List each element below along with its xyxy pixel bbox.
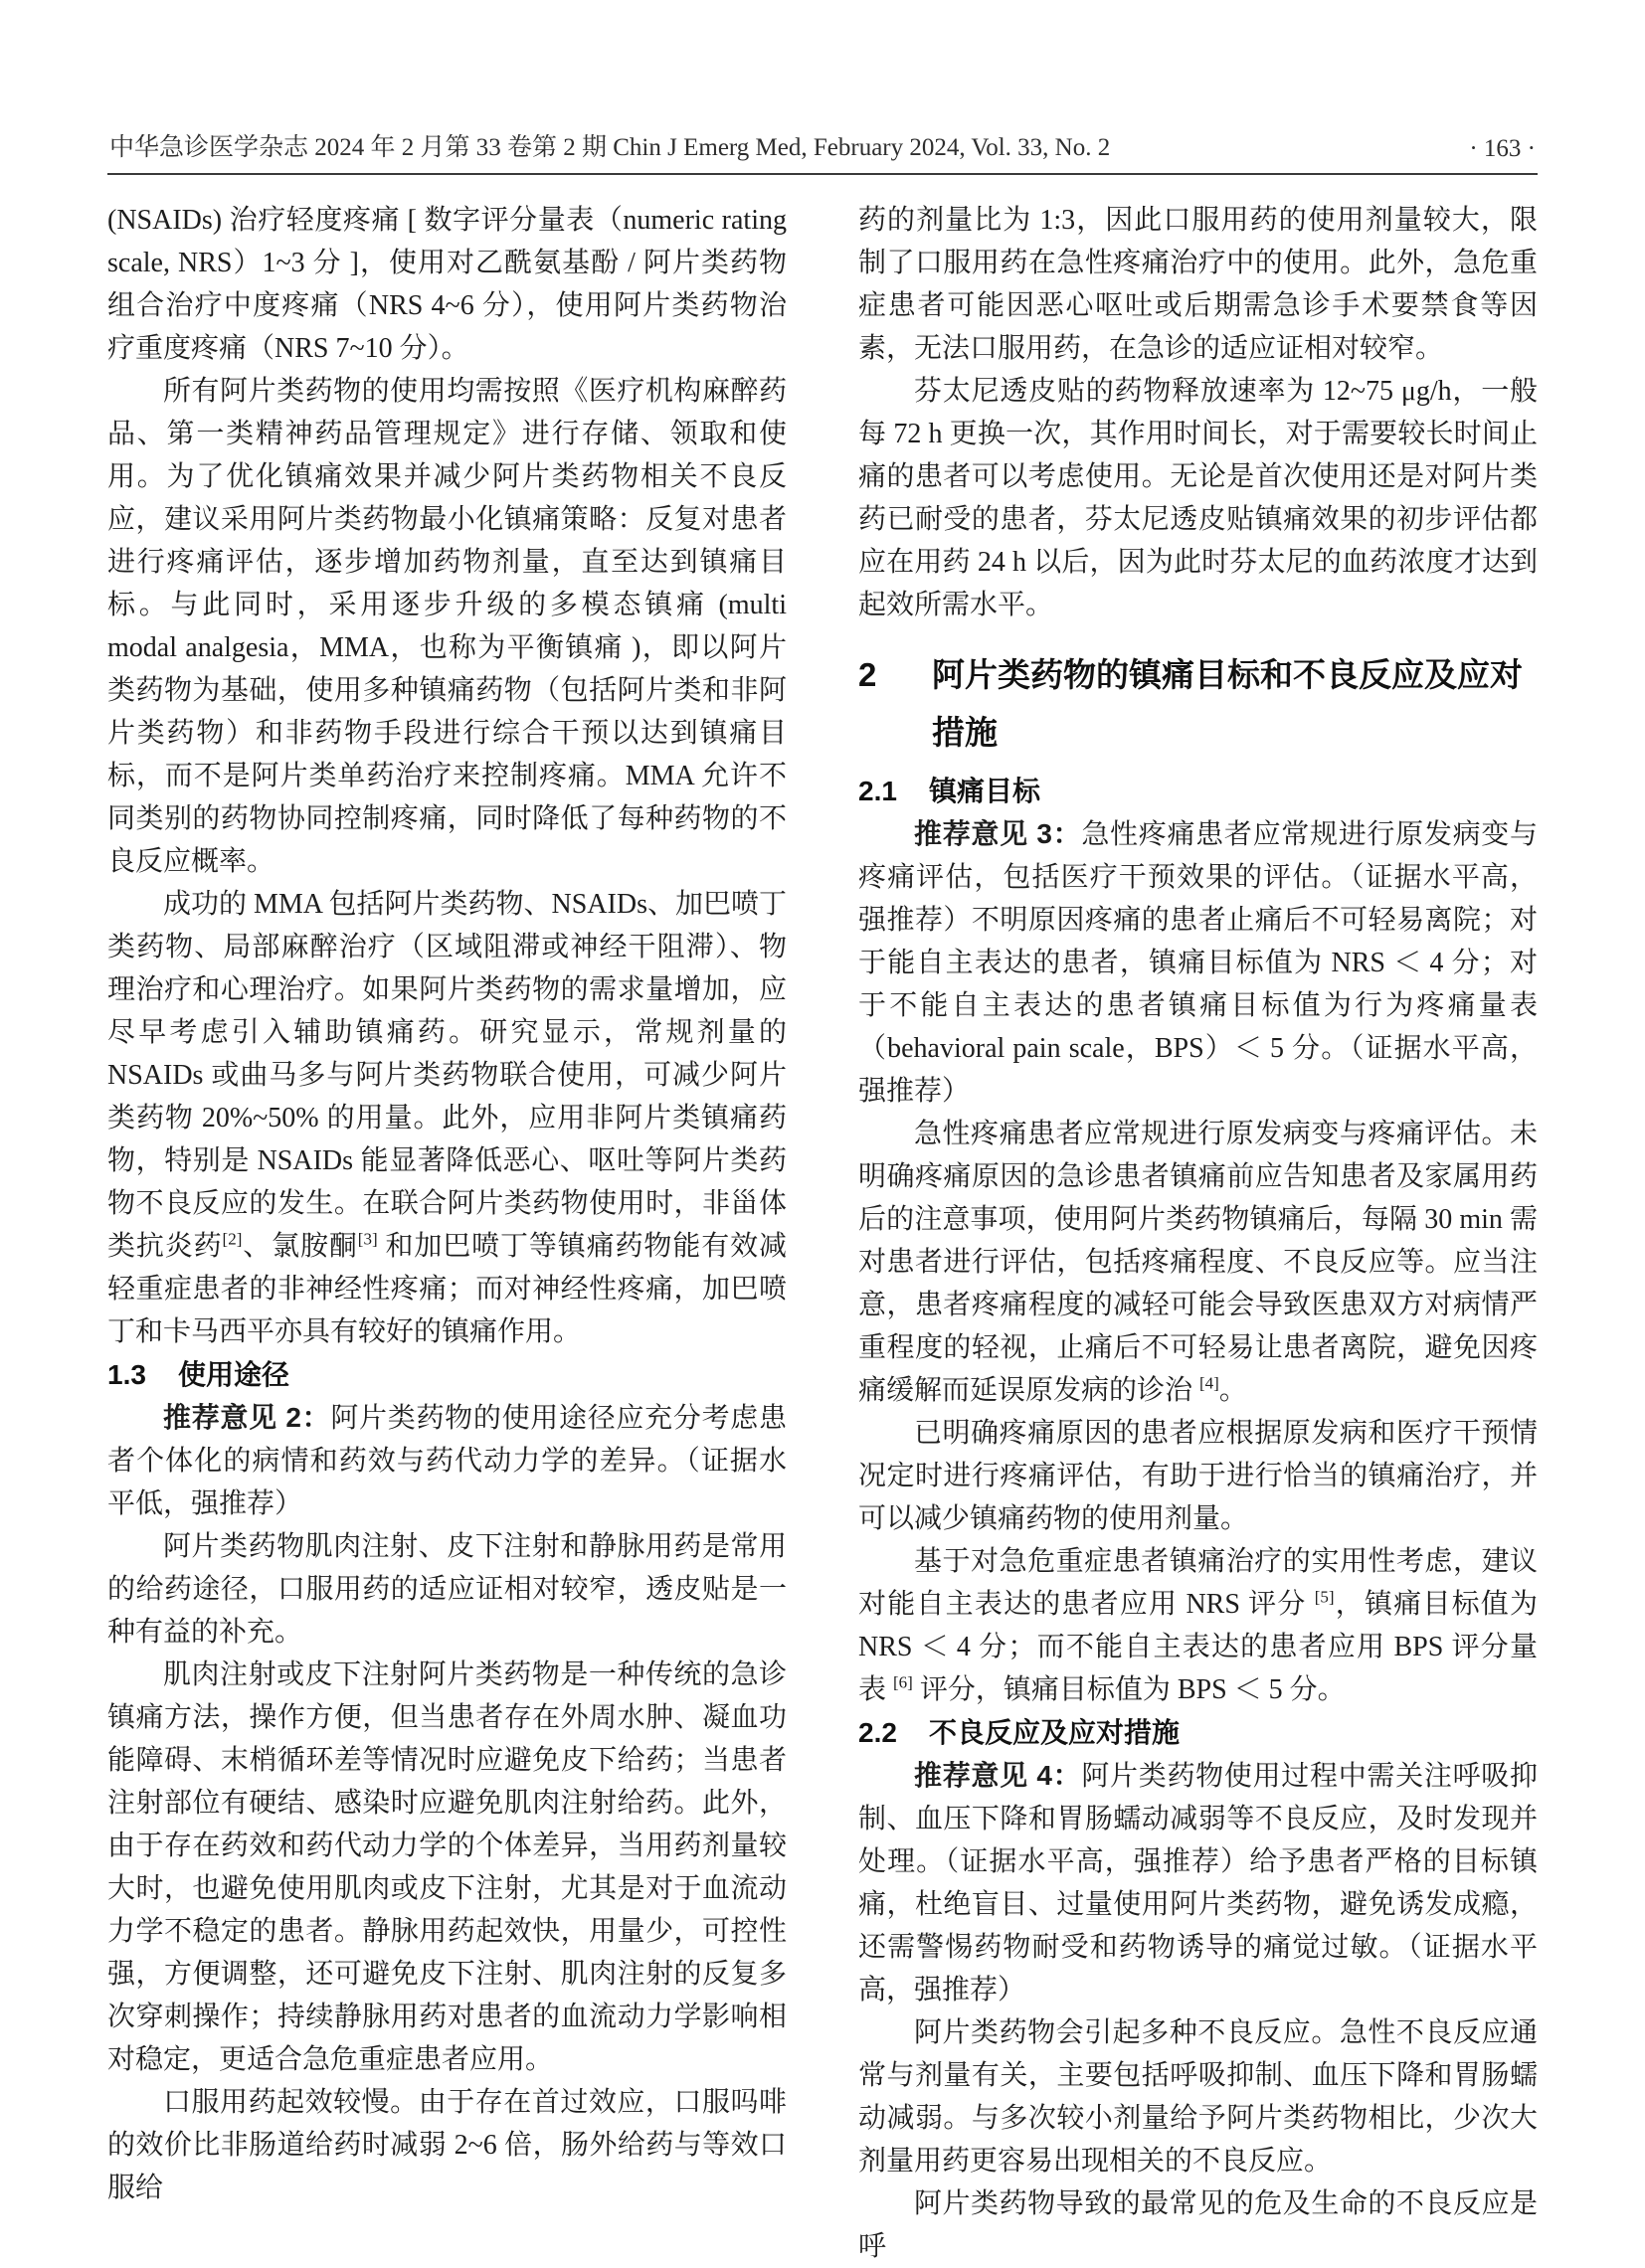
text-run: 肌肉注射或皮下注射阿片类药物是一种传统的急诊镇痛方法，操作方便，但当患者存在外周水肿、凝血功能障碍、末梢循环差等情况时应避免皮下给药；当患者注射部位有硬结、感染时应避免肌肉注射给药。此外，由于存在药效和药代动力学的个体差异，当用药剂量较大时，也避免使用肌肉或皮下注射，尤其是对于血流动力学不稳定的患者。静脉用药起效快，用量少，可控性强，方便调整，还可避免皮下注射、肌肉注射的反复多次穿刺操作；持续静脉用药对患者的血流动力学影响相对稳定，更适合急危重症患者应用。 — [107, 1659, 787, 2075]
text-run: 口服用药起效较慢。由于存在首过效应，口服吗啡的效价比非肠道给药时减弱 2~6 倍，肠外给药与等效口服给 — [107, 2087, 787, 2203]
article-body — [107, 199, 1538, 2268]
paragraph — [107, 883, 787, 1353]
subsection-heading — [858, 770, 1538, 812]
paragraph — [107, 1396, 787, 1525]
text-run: 急性疼痛患者应常规进行原发病变与疼痛评估，包括医疗干预效果的评估。（证据水平高，强推荐）不明原因疼痛的患者止痛后不可轻易离院；对于能自主表达的患者，镇痛目标值为 NRS ＜ 4 分；对于不能自主表达的患者镇痛目标值为行为疼痛量表（behavioral pain scale，BPS）＜ 5 分。（证据水平高，强推荐） — [858, 819, 1538, 1107]
heading-text: 使用途径 — [177, 1359, 289, 1390]
text-run: 阿片类药物肌肉注射、皮下注射和静脉用药是常用的给药途径，口服用药的适应证相对较窄，透皮贴是一种有益的补充。 — [107, 1531, 787, 1648]
subsection-heading — [107, 1353, 787, 1396]
section-heading — [858, 646, 1538, 762]
paragraph — [858, 2182, 1538, 2268]
paragraph — [858, 1113, 1538, 1412]
paragraph — [107, 370, 787, 883]
paragraph — [858, 370, 1538, 626]
recommendation-lead: 推荐意见 4： — [914, 1760, 1082, 1791]
paragraph — [107, 1654, 787, 2081]
paragraph — [107, 2081, 787, 2209]
column-left — [107, 199, 787, 2268]
reference-superscript: [6] — [893, 1672, 913, 1692]
heading-number: 2 — [858, 656, 877, 693]
paragraph — [858, 1754, 1538, 2011]
reference-superscript: [5] — [1314, 1587, 1335, 1607]
page-number: · 163 · — [1469, 135, 1536, 162]
paragraph — [107, 1525, 787, 1654]
text-run: 阿片类药物导致的最常见的危及生命的不良反应是呼 — [858, 2188, 1538, 2262]
text-run: 和加巴喷丁等镇痛药物能有效减轻重症患者的非神经性疼痛；而对神经性疼痛，加巴喷丁和卡马西平亦具有较好的镇痛作用。 — [107, 1231, 787, 1347]
heading-number: 2.2 — [858, 1717, 897, 1748]
text-run: 芬太尼透皮贴的药物释放速率为 12~75 μg/h，一般每 72 h 更换一次，其作用时间长，对于需要较长时间止痛的患者可以考虑使用。无论是首次使用还是对阿片类药已耐受的患者，芬太尼透皮贴镇痛效果的初步评估都应在用药 24 h 以后，因为此时芬太尼的血药浓度才达到起效所需水平。 — [858, 376, 1538, 620]
text-run: 阿片类药物的使用途径应充分考虑患者个体化的病情和药效与药代动力学的差异。（证据水平低，强推荐） — [107, 1403, 787, 1519]
reference-superscript: [3] — [357, 1229, 378, 1249]
recommendation-lead: 推荐意见 2： — [163, 1402, 331, 1433]
paragraph — [858, 812, 1538, 1113]
text-run: 评分，镇痛目标值为 BPS ＜ 5 分。 — [912, 1674, 1346, 1705]
reference-superscript: [2] — [222, 1229, 243, 1249]
text-run: 药的剂量比为 1:3，因此口服用药的使用剂量较大，限制了口服用药在急性疼痛治疗中的使用。此外，急危重症患者可能因恶心呕吐或后期需急诊手术要禁食等因素，无法口服用药，在急诊的适应证相对较窄。 — [858, 205, 1538, 364]
heading-text: 不良反应及应对措施 — [928, 1717, 1180, 1748]
text-run: ，镇痛目标值为 NRS ＜ 4 分；而不能自主表达的患者应用 BPS 评分量表 — [858, 1589, 1538, 1705]
text-run: 、氯胺酮 — [242, 1231, 358, 1262]
page-header — [107, 127, 1538, 175]
heading-text: 镇痛目标 — [928, 776, 1040, 806]
paragraph — [858, 199, 1538, 370]
text-run: 已明确疼痛原因的患者应根据原发病和医疗干预情况定时进行疼痛评估，有助于进行恰当的镇痛治疗，并可以减少镇痛药物的使用剂量。 — [858, 1418, 1538, 1534]
text-run: (NSAIDs) 治疗轻度疼痛 [ 数字评分量表（numeric rating scale, NRS）1~3 分 ]，使用对乙酰氨基酚 / 阿片类药物组合治疗中度疼痛（NRS 4~6 分），使用阿片类药物治疗重度疼痛（NRS 7~10 分）。 — [107, 205, 787, 364]
text-run: 所有阿片类药物的使用均需按照《医疗机构麻醉药品、第一类精神药品管理规定》进行存储、领取和使用。为了优化镇痛效果并减少阿片类药物相关不良反应，建议采用阿片类药物最小化镇痛策略：反复对患者进行疼痛评估，逐步增加药物剂量，直至达到镇痛目标。与此同时，采用逐步升级的多模态镇痛 (multi modal analgesia，MMA，也称为平衡镇痛 )，即以阿片类药物为基础，使用多种镇痛药物（包括阿片类和非阿片类药物）和非药物手段进行综合干预以达到镇痛目标，而不是阿片类单药治疗来控制疼痛。MMA 允许不同类别的药物协同控制疼痛，同时降低了每种药物的不良反应概率。 — [107, 376, 787, 877]
paragraph — [858, 2011, 1538, 2182]
text-run: 基于对急危重症患者镇痛治疗的实用性考虑，建议对能自主表达的患者应用 NRS 评分 — [858, 1546, 1538, 1620]
paragraph — [858, 1412, 1538, 1540]
heading-number: 2.1 — [858, 776, 897, 806]
text-run: 阿片类药物会引起多种不良反应。急性不良反应通常与剂量有关，主要包括呼吸抑制、血压下降和胃肠蠕动减弱。与多次较小剂量给予阿片类药物相比，少次大剂量用药更容易出现相关的不良反应。 — [858, 2017, 1538, 2177]
heading-number: 1.3 — [107, 1359, 146, 1390]
paragraph — [107, 199, 787, 370]
recommendation-lead: 推荐意见 3： — [914, 818, 1082, 849]
reference-superscript: [4] — [1199, 1373, 1219, 1393]
subsection-heading — [858, 1711, 1538, 1754]
paragraph — [858, 1540, 1538, 1711]
text-run: 阿片类药物使用过程中需关注呼吸抑制、血压下降和胃肠蠕动减弱等不良反应，及时发现并处理。（证据水平高，强推荐）给予患者严格的目标镇痛，杜绝盲目、过量使用阿片类药物，避免诱发成瘾，还需警惕药物耐受和药物诱导的痛觉过敏。（证据水平高，强推荐） — [858, 1761, 1538, 2006]
column-right — [858, 199, 1538, 2268]
text-run: 急性疼痛患者应常规进行原发病变与疼痛评估。未明确疼痛原因的急诊患者镇痛前应告知患者及家属用药后的注意事项，使用阿片类药物镇痛后，每隔 30 min 需对患者进行评估，包括疼痛程度、不良反应等。应当注意，患者疼痛程度的减轻可能会导致医患双方对病情严重程度的轻视，止痛后不可轻易让患者离院，避免因疼痛缓解而延误原发病的诊治 — [858, 1119, 1538, 1406]
heading-text: 阿片类药物的镇痛目标和不良反应及应对措施 — [932, 656, 1523, 751]
text-run: 。 — [1218, 1375, 1247, 1406]
journal-citation: 中华急诊医学杂志 2024 年 2 月第 33 卷第 2 期 Chin J Emerg Med, February 2024, Vol. 33, No. 2 — [109, 134, 1111, 161]
text-run: 成功的 MMA 包括阿片类药物、NSAIDs、加巴喷丁类药物、局部麻醉治疗（区域阻滞或神经干阻滞）、物理治疗和心理治疗。如果阿片类药物的需求量增加，应尽早考虑引入辅助镇痛药。研究显示，常规剂量的 NSAIDs 或曲马多与阿片类药物联合使用，可减少阿片类药物 20%~50% 的用量。此外，应用非阿片类镇痛药物，特别是 NSAIDs 能显著降低恶心、呕吐等阿片类药物不良反应的发生。在联合阿片类药物使用时，非甾体类抗炎药 — [107, 889, 787, 1262]
